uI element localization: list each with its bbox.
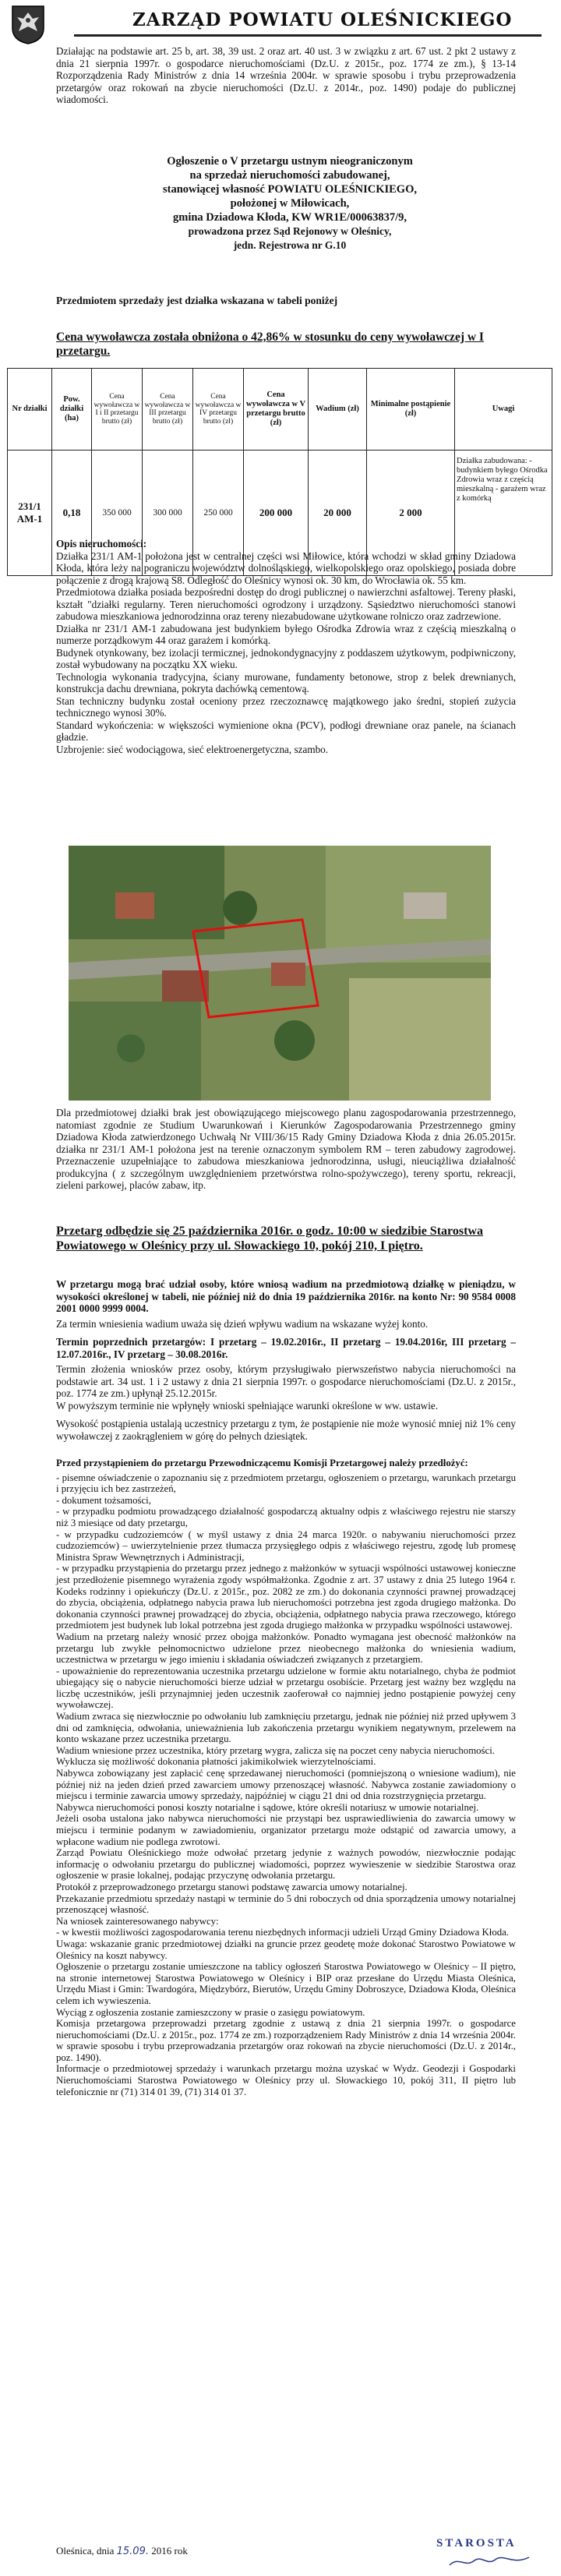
requirement-item: - w przypadku przystąpienia do przetargu przez jednego z małżonków w sytuacji wspólności ustawowej konieczne jest przedłożenie pisemnego wyrażenia zgody współmałżonka. Zgodnie z art. 37 ustawy z dnia 25 lutego 1964 r. Kodeks rodzinny i opiekuńczy (Dz.U. z 2015r., poz. 2082 ze zm.) do dokonania czynności prawnej prowadzącej do zbycia, obciążenia, odpłatnego nabycia prawa lub nieruchomości potrzebna jest zgoda drugiego małżonka. Do dokonania czynności prawnej prowadzącej do zbycia, obciążenia, odpłatnego nabycia prawa rzeczowego, którego przedmiotem jest budynek lub lokal potrzebna jest zgoda drugiego małżonka w przypadku wspólności ustawowej. (56, 1563, 516, 1631)
requirement-item: Wyciąg z ogłoszenia zostanie zamieszczony w prasie o zasięgu powiatowym. (56, 2006, 365, 2018)
requirement-item: Wyklucza się możliwość dokonania płatności jakimikolwiek wierzytelnościami. (56, 1756, 376, 1768)
requirement-item: Informacje o przedmiotowej sprzedaży i warunkach przetargu można uzyskać w Wydz. Geodezji i Gospodarki Nieruchomościami Starostwa Powiatowego w Oleśnicy przy ul. Słowackiego 10, pokój 311, II piętro lub telefonicznie nr (71) 314 01 39, (71) 314 01 37. (56, 2063, 516, 2097)
year-label: 2016 rok (151, 2545, 188, 2557)
place-and-date (56, 2545, 188, 2557)
price-reduction-heading: Cena wywoławcza została obniżona o 42,86% w stosunku do ceny wywoławczej w I przetargu. (56, 330, 484, 358)
priority-claims: Termin złożenia wniosków przez osoby, którym przysługiwało pierwszeństwo nabycia nieruchomości na podstawie art. 34 ust. 1 i 2 ustawy z dnia 21 sierpnia 1997r. o gospodarce nieruchomościami (Dz.U. z 2015r., poz. 1774 ze zm.) upłynął 25.12.2015r. (56, 1363, 516, 1399)
previous-auctions: Termin poprzednich przetargów: I przetarg – 19.02.2016r., II przetarg – 19.04.2016r, III przetarg – 12.07.2016r., IV przetarg – 30.08.2016r. (56, 1336, 516, 1360)
coat-of-arms-eagle-icon (11, 5, 45, 45)
description-paragraph: Technologia wykonania tradycyjna, ściany murowane, fundamenty betonowe, strop z belek drewnianych, konstrukcja dachu drewniana, pokryta dachówką cementową. (56, 670, 516, 694)
announcement-line-6: prowadzona przez Sąd Rejonowy w Oleśnicy, (188, 225, 392, 237)
stamp-role: STAROSTA (436, 2537, 517, 2549)
signature-mark (448, 2553, 534, 2570)
header-title: ZARZĄD POWIATU OLEŚNICKIEGO (132, 9, 513, 30)
deposit-rule: W przetargu mogą brać udział osoby, które wniosą wadium na przedmiotową działkę w pieniądzu, w wysokości określonej w tabeli, nie później niż do dnia 19 października 2016r. na konto Nr: 90 9584 0008 2001 0000 9999 0004. (56, 1278, 516, 1314)
requirement-item: - upoważnienie do reprezentowania uczestnika przetargu udzielone w formie aktu notarialnego, chyba że podmiot ubiegający się o nabycie nieruchomości bierze udział w przetargu osobiście. Przetarg jest ważny bez względu na liczbę uczestników, jeśli przynajmniej jeden uczestnik zaoferował co najmniej jedno postąpienie powyżej ceny wywoławczej. (56, 1665, 516, 1711)
description-paragraph: Budynek otynkowany, bez izolacji termicznej, jednokondygnacyjny z poddaszem użytkowym, podpiwniczony, został wybudowany na początku XX wieku. (56, 646, 516, 670)
description-paragraph: Działka nr 231/1 AM-1 zabudowana jest budynkiem byłego Ośrodka Zdrowia wraz z częścią mieszkalną o numerze porządkowym 44 oraz garażem i komórką. (56, 622, 516, 646)
requirement-item: Nabywca zobowiązany jest zapłacić cenę sprzedawanej nieruchomości (pomniejszoną o wniesione wadium), nie później niż na jeden dzień przed zawarciem umowy przenoszącej własność. Nabywca zostanie zawiadomiony o miejscu i terminie zawarcia umowy sprzedaży, najpóźniej w ciągu 21 dni od dnia rozstrzygnięcia przetargu. (56, 1768, 516, 1802)
description-heading: Opis nieruchomości: (56, 538, 147, 549)
description-paragraph: Stan techniczny budynku został oceniony przez rzeczoznawcę majątkowego jako średni, stopień zużycia technicznego wynosi 30%. (56, 694, 516, 719)
price-auction-4: 250 000 (193, 451, 244, 576)
requirement-item: Na wniosek zainteresowanego nabywcy: (56, 1915, 219, 1927)
description-paragraph: Uzbrojenie: sieć wodociągowa, sieć elektroenergetyczna, szambo. (56, 743, 329, 755)
requirements-heading: Przed przystąpieniem do przetargu Przewodniczącemu Komisji Przetargowej należy przedłożyć: (56, 1458, 468, 1468)
col-header: Cena wywoławcza w V przetargu brutto (zł) (244, 369, 309, 451)
description-paragraph: Działka 231/1 AM-1 położona jest w centralnej części wsi Miłowice, która wchodzi w skład gminy Dziadowa Kłoda, która leży na pograniczu województw dolnośląskiego, wielkopolskiego oraz opolskiego, posiada dobre połączenie z drogą krajową S8. Odległość do Oleśnicy wynosi ok. 30 km, do Wrocławia ok. 55 km. (56, 549, 516, 586)
col-header: Cena wywoławcza w III przetargu brutto (zł) (143, 369, 193, 451)
requirement-item: Wadium zwraca się niezwłocznie po odwołaniu lub zamknięciu przetargu, jednak nie później niż przed upływem 3 dni od zamknięcia, odwołania, unieważnienia lub zakończenia przetargu wynikiem negatywnym, przelewem na konto wskazane przez uczestnika przetargu. (56, 1711, 516, 1745)
requirement-item: Protokół z przeprowadzonego przetargu stanowi podstawę zawarcia umowy notarialnej. (56, 1881, 408, 1892)
deposit-note: Za termin wniesienia wadium uważa się dzień wpływu wadium na wskazane wyżej konto. (56, 1317, 429, 1330)
legal-basis-paragraph: Działając na podstawie art. 25 b, art. 38, 39 ust. 2 oraz art. 40 ust. 3 w związku z art. 67 ust. 2 pkt 2 ustawy z dnia 21 sierpnia 1997r. o gospodarce nieruchomościami (Dz.U. z 2015r., poz. 1774 ze zm.), § 13-14 Rozporządzenia Rady Ministrów z dnia 14 września 2004r. w sprawie sposobu i trybu przeprowadzenia przetargów oraz rokowań na zbycie nieruchomości (Dz.U. z 2014r., poz. 1490) podaje do publicznej wiadomości. (56, 45, 516, 105)
requirement-item: - dokument tożsamości, (56, 1494, 151, 1506)
col-header: Pow. działki (ha) (52, 369, 92, 451)
col-header: Nr działki (8, 369, 52, 451)
requirement-item: Nabywca nieruchomości ponosi koszty notarialne i sądowe, które określi notariusz w umowie notarialnej. (56, 1801, 479, 1813)
price-auction-1-2: 350 000 (92, 451, 143, 576)
header-divider (74, 34, 542, 37)
priority-result: W powyższym terminie nie wpłynęły wnioski spełniające warunki określone w ww. ustawie. (56, 1399, 439, 1412)
announcement-line-5: gmina Dziadowa Kłoda, KW WR1E/00063837/9, (173, 211, 407, 224)
handwritten-date: 15.09. (116, 2546, 149, 2557)
place-label: Oleśnica, dnia (56, 2545, 115, 2557)
zoning-paragraph: Dla przedmiotowej działki brak jest obowiązującego miejscowego planu zagospodarowania przestrzennego, natomiast zgodnie ze Studium Uwarunkowań i Kierunków Zagospodarowania Przestrzennego gminy Dziadowa Kłoda zatwierdzonego Uchwałą Nr VIII/36/15 Rady Gminy Dziadowa Kłoda z dnia 26.05.2015r. działka nr 231/1 AM-1 położona jest na terenie oznaczonym symbolem RM – teren zabudowy zagrodowej. Przeznaczenie uzupełniające to zabudowa mieszkaniowa jednorodzinna, usługi, nieuciążliwa działalność produkcyjna ( z szczególnym uwzględnieniem przetwórstwa rolno-spożywczego), tereny sportu, rekreacji, zieleni parkowej, placów zabaw, itp. (56, 1107, 516, 1191)
requirements-section (56, 1458, 516, 2097)
col-header: Cena wywoławcza w IV przetargu brutto (zł) (193, 369, 244, 451)
requirement-item: Ogłoszenie o przetargu zostanie umieszczone na tablicy ogłoszeń Starostwa Powiatowego w Oleśnicy – II piętro, na stronie internetowej Starostwa Powiatowego w Oleśnicy i BIP oraz przesłane do Urzędu Miasta Oleśnica, Urzędu Miast i Gmin: Twardogóra, Międzybórz, Bierutów, Urzędu Gminy Dobroszyce, Dziadowa Kłoda, Oleśnica celem ich wywieszenia. (56, 1961, 516, 2006)
requirement-item: Komisja przetargowa przeprowadzi przetarg zgodnie z ustawą z dnia 21 sierpnia 1997r. o gospodarce nieruchomościami (Dz.U. z 2015r., poz. 1774 ze zm.) rozporządzeniem Rady Ministrów z dnia 14 września 2004r. w sprawie sposobu i trybu przeprowadzania przetargów oraz rokowań na zbycie nieruchomości (Dz.U. z 2014r., poz. 1490). (56, 2018, 516, 2063)
auction-date-heading: Przetarg odbędzie się 25 października 2016r. o godz. 10:00 w siedzibie Starostwa Powiatowego w Oleśnicy przy ul. Słowackiego 10, pokój 210, I piętro. (56, 1224, 483, 1253)
col-header: Cena wywoławcza w I i II przetargu brutto (zł) (92, 369, 143, 451)
bid-increment-rule: Wysokość postąpienia ustalają uczestnicy przetargu z tym, że postąpienie nie może wynosić mniej niż 1% ceny wywoławczej z zaokrągleniem w górę do pełnych dziesiątek. (56, 1418, 516, 1442)
property-description (56, 538, 516, 755)
requirement-item: Zarząd Powiatu Oleśnickiego może odwołać przetarg jedynie z ważnych powodów, niezwłocznie podając informację o odwołaniu przetargu do publicznej wiadomości, poprzez wywieszenie w siedzibie Starostwa oraz ogłoszenie w prasie lokalnej, podając przyczynę odwołania przetargu. (56, 1847, 516, 1882)
announcement-line-7: jedn. Rejestrowa nr G.10 (233, 239, 347, 251)
requirement-item: Wadium na przetarg należy wnosić przez obojga małżonków. Ponadto wymagana jest obecność małżonków na przetargu lub zwykłe pełnomocnictwo udzielone przez nieobecnego małżonka do wniesienia wadium, uczestnictwa w przetargu w jego imieniu i składania oświadczeń związanych z przetargiem. (56, 1631, 516, 1666)
requirement-item: - w kwestii możliwości zagospodarowania terenu niezbędnych informacji udzieli Urząd Gminy Dziadowa Kłoda. (56, 1927, 510, 1938)
requirement-item: Wadium wniesione przez uczestnika, który przetarg wygra, zalicza się na poczet ceny nabycia nieruchomości. (56, 1744, 495, 1756)
minimum-bid: 2 000 (367, 451, 455, 576)
announcement-line-4: położonej w Miłowicach, (230, 197, 350, 210)
parcel-number: 231/1 AM-1 (8, 451, 52, 576)
remarks: Działka zabudowana: - budynkiem byłego Ośrodka Zdrowia wraz z częścią mieszkalną - garażem wraz z komórką (455, 451, 552, 576)
requirement-item: Jeżeli osoba ustalona jako nabywca nieruchomości nie przystąpi bez usprawiedliwienia do zawarcia umowy w miejscu i terminie podanym w zawiadomieniu, organizator przetargu może odstąpić od zawarcia umowy, a wpłacone wadium nie podlega zwrotowi. (56, 1813, 516, 1847)
col-header: Wadium (zł) (309, 369, 367, 451)
announcement-line-1: Ogłoszenie o V przetargu ustnym nieograniczonym (167, 155, 413, 168)
requirement-item: Uwaga: wskazanie granic przedmiotowej działki na gruncie przez geodetę może dokonać Starostwo Powiatowe w Oleśnicy na koszt nabywcy. (56, 1938, 516, 1961)
table-header-row (8, 369, 552, 451)
requirement-item: - pisemne oświadczenie o zapoznaniu się z przedmiotem przetargu, ogłoszeniem o przetargu, warunkach przetargu i przyjęciu ich bez zastrzeżeń, (56, 1472, 516, 1495)
auction-rules (56, 1278, 516, 1442)
announcement-title (56, 154, 524, 253)
col-header: Uwagi (455, 369, 552, 451)
price-auction-3: 300 000 (143, 451, 193, 576)
description-paragraph: Standard wykończenia: w większości wymienione okna (PCV), podłogi drewniane oraz panele, na ścianach gładzie. (56, 719, 516, 743)
description-paragraph: Przedmiotowa działka posiada bezpośredni dostęp do drogi publicznej o nawierzchni asfaltowej. Tereny płaski, kształt "działki regularny. Teren nieruchomości ogrodzony i urządzony. Sąsiedztwo nieruchomości stanowi zabudowa mieszkaniowa jednorodzinna oraz tereny niezabudowane użytkowane rolniczo oraz zadrzewione. (56, 586, 516, 622)
price-auction-5: 200 000 (244, 451, 309, 576)
parcel-area: 0,18 (52, 451, 92, 576)
announcement-line-2: na sprzedaż nieruchomości zabudowanej, (189, 169, 390, 182)
deposit-amount: 20 000 (309, 451, 367, 576)
sale-subject: Przedmiotem sprzedaży jest działka wskazana w tabeli poniżej (56, 295, 338, 306)
announcement-line-3: stanowiącej własność POWIATU OLEŚNICKIEGO, (162, 183, 417, 196)
requirement-item: Przekazanie przedmiotu sprzedaży nastąpi w terminie do 5 dni roboczych od dnia sporządzenia umowy notarialnej przenoszącej własność. (56, 1892, 516, 1916)
requirement-item: - w przypadku cudzoziemców ( w myśl ustawy z dnia 24 marca 1920r. o nabywaniu nieruchomości przez cudzoziemców) – uwierzytelnienie przez tłumacza przysięgłego odpis z właściwego rejestru, zgodę lub promesę Ministra Spraw Wewnętrznych i Administracji, (56, 1528, 516, 1563)
aerial-photo (69, 846, 491, 1101)
col-header: Minimalne postąpienie (zł) (367, 369, 455, 451)
requirement-item: - w przypadku podmiotu prowadzącego działalność gospodarczą aktualny odpis z właściwego rejestru nie starszy niż 3 miesiące od daty przetargu, (56, 1506, 516, 1528)
